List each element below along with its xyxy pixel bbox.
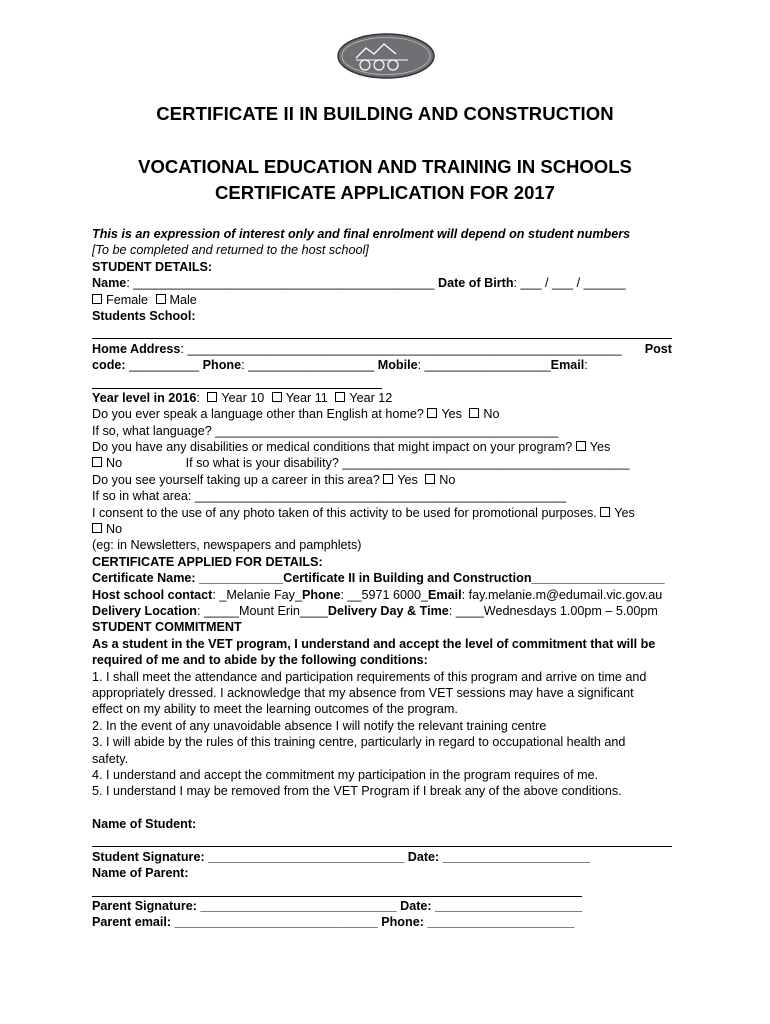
disability-no-row bbox=[92, 455, 682, 471]
parent-name-label: Name of Parent: bbox=[92, 866, 189, 881]
disability-no-label: No bbox=[106, 456, 123, 471]
dob-label: Date of Birth bbox=[437, 276, 514, 291]
year-level-colon: : bbox=[196, 390, 200, 405]
year-11-label: Year 11 bbox=[285, 390, 328, 405]
year-12-checkbox[interactable] bbox=[335, 392, 345, 402]
host-email-value: : fay.melanie.m@edumail.vic.gov.au bbox=[461, 587, 663, 602]
school-logo bbox=[336, 32, 436, 80]
dob-field[interactable]: : ___ / ___ / ______ bbox=[513, 276, 626, 291]
host-contact-row bbox=[92, 587, 682, 603]
home-address-label: Home Address bbox=[92, 341, 181, 356]
female-label: Female bbox=[106, 292, 148, 307]
name-field[interactable]: : ___________________________________________ bbox=[126, 276, 435, 291]
commitment-intro-2: required of me and to abide by the following conditions: bbox=[92, 653, 428, 668]
email-field[interactable] bbox=[92, 374, 682, 390]
year-11-checkbox[interactable] bbox=[272, 392, 282, 402]
delivery-row bbox=[92, 603, 682, 619]
career-no-label: No bbox=[439, 472, 456, 487]
gender-row bbox=[92, 292, 682, 308]
language-field[interactable]: If so, what language? _________________________________________________ bbox=[92, 423, 559, 438]
student-name-label: Name of Student: bbox=[92, 817, 197, 832]
disability-field[interactable]: If so what is your disability? _________________________________________ bbox=[185, 456, 630, 471]
delivery-day-value: : ____Wednesdays 1.00pm – 5.00pm bbox=[448, 603, 658, 618]
language-no-label: No bbox=[483, 407, 500, 422]
commitment-1a: 1. I shall meet the attendance and participation requirements of this program and arrive on time and bbox=[92, 669, 647, 684]
disability-question: Do you have any disabilities or medical conditions that might impact on your program? bbox=[92, 440, 573, 455]
photo-consent-row bbox=[92, 505, 682, 521]
year-level-row bbox=[92, 390, 682, 406]
language-question: Do you ever speak a language other than English at home? bbox=[92, 407, 424, 422]
postcode-field[interactable]: __________ bbox=[125, 358, 203, 373]
commitment-1c: effect on my ability to meet the learning outcomes of the program. bbox=[92, 702, 458, 717]
students-school-label: Students School: bbox=[92, 308, 196, 323]
host-contact-label: Host school contact bbox=[92, 587, 213, 602]
parent-date-field[interactable]: Date: _____________________ bbox=[400, 899, 583, 914]
students-school-field[interactable] bbox=[92, 324, 682, 340]
year-10-checkbox[interactable] bbox=[207, 392, 217, 402]
disability-no-checkbox[interactable] bbox=[92, 457, 102, 467]
student-name-field[interactable] bbox=[92, 832, 682, 848]
name-row bbox=[92, 275, 682, 291]
career-yes-label: Yes bbox=[397, 472, 418, 487]
female-checkbox[interactable] bbox=[92, 294, 102, 304]
certificate-heading: CERTIFICATE APPLIED FOR DETAILS: bbox=[92, 554, 323, 569]
photo-example: (eg: in Newsletters, newspapers and pamphlets) bbox=[92, 538, 362, 553]
host-email-label: Email bbox=[428, 587, 462, 602]
contact-row bbox=[92, 357, 682, 373]
name-label: Name bbox=[92, 276, 127, 291]
vet-title: VOCATIONAL EDUCATION AND TRAINING IN SCHOOLS bbox=[138, 156, 632, 177]
language-row bbox=[92, 406, 682, 422]
email-colon: : bbox=[584, 358, 588, 373]
photo-yes-label: Yes bbox=[614, 505, 635, 520]
career-row bbox=[92, 472, 682, 488]
language-yes-label: Yes bbox=[441, 407, 462, 422]
delivery-day-label: Delivery Day & Time bbox=[327, 603, 449, 618]
disability-row bbox=[92, 439, 682, 455]
parent-name-field[interactable] bbox=[92, 882, 682, 898]
application-form bbox=[92, 226, 682, 931]
male-checkbox[interactable] bbox=[156, 294, 166, 304]
commitment-1b: appropriately dressed. I acknowledge that my absence from VET sessions may have a significant bbox=[92, 685, 634, 700]
commitment-heading: STUDENT COMMITMENT bbox=[92, 620, 242, 635]
mobile-field[interactable]: : __________________ bbox=[417, 358, 551, 373]
career-question: Do you see yourself taking up a career in this area? bbox=[92, 472, 380, 487]
year-10-label: Year 10 bbox=[221, 390, 265, 405]
career-yes-checkbox[interactable] bbox=[383, 474, 393, 484]
delivery-location-value: : _____Mount Erin____ bbox=[196, 603, 328, 618]
language-no-checkbox[interactable] bbox=[469, 408, 479, 418]
phone-field[interactable]: : __________________ bbox=[241, 358, 378, 373]
photo-consent-question: I consent to the use of any photo taken of this activity to be used for promotional purposes. bbox=[92, 505, 597, 520]
home-address-row bbox=[92, 341, 682, 357]
parent-email-row bbox=[92, 914, 682, 930]
host-contact-value: : _Melanie Fay_ bbox=[212, 587, 302, 602]
career-no-checkbox[interactable] bbox=[425, 474, 435, 484]
commitment-2: 2. In the event of any unavoidable absence I will notify the relevant training centre bbox=[92, 718, 547, 733]
intro-line-1: This is an expression of interest only and final enrolment will depend on student numbers bbox=[92, 227, 631, 241]
student-date-field[interactable]: Date: _____________________ bbox=[407, 849, 590, 864]
host-phone-value: : __5971 6000_ bbox=[340, 587, 428, 602]
commitment-4: 4. I understand and accept the commitment my participation in the program requires of me. bbox=[92, 767, 599, 782]
mobile-label: Mobile bbox=[377, 358, 418, 373]
disability-yes-label: Yes bbox=[589, 440, 611, 455]
career-area-field[interactable]: If so in what area: _____________________________________________________ bbox=[92, 489, 567, 504]
student-details-heading: STUDENT DETAILS: bbox=[92, 259, 213, 274]
photo-no-label: No bbox=[106, 522, 123, 537]
disability-yes-checkbox[interactable] bbox=[576, 441, 586, 451]
postcode-label: code: bbox=[92, 358, 126, 373]
application-title: CERTIFICATE APPLICATION FOR 2017 bbox=[215, 182, 555, 203]
photo-no-row bbox=[92, 521, 682, 537]
certificate-name: Certificate Name: ____________Certificate II in Building and Construction___________________ bbox=[92, 571, 665, 586]
male-label: Male bbox=[169, 292, 197, 307]
phone-label: Phone bbox=[202, 358, 242, 373]
language-yes-checkbox[interactable] bbox=[427, 408, 437, 418]
student-signature-field[interactable]: Student Signature: ____________________________ bbox=[92, 849, 405, 864]
certificate-title: CERTIFICATE II IN BUILDING AND CONSTRUCTION bbox=[156, 103, 614, 124]
commitment-3a: 3. I will abide by the rules of this training centre, particularly in regard to occupational health and bbox=[92, 735, 626, 750]
commitment-3b: safety. bbox=[92, 751, 129, 766]
email-label: Email bbox=[550, 358, 585, 373]
host-phone-label: Phone bbox=[301, 587, 341, 602]
commitment-5: 5. I understand I may be removed from the VET Program if I break any of the above conditions. bbox=[92, 784, 622, 799]
post-label: Post bbox=[644, 341, 672, 356]
commitment-intro-1: As a student in the VET program, I understand and accept the level of commitment that will be bbox=[92, 636, 656, 651]
parent-signature-row bbox=[92, 898, 682, 914]
parent-phone-field[interactable]: Phone: _____________________ bbox=[381, 915, 575, 930]
photo-yes-checkbox[interactable] bbox=[600, 507, 610, 517]
delivery-location-label: Delivery Location bbox=[92, 603, 197, 618]
home-address-field[interactable]: : ______________________________________________________________ bbox=[180, 341, 622, 356]
parent-email-field[interactable]: Parent email: _____________________________ bbox=[92, 915, 378, 930]
year-level-label: Year level in 2016 bbox=[92, 390, 197, 405]
year-12-label: Year 12 bbox=[349, 390, 393, 405]
student-signature-row bbox=[92, 849, 682, 865]
photo-no-checkbox[interactable] bbox=[92, 523, 102, 533]
intro-line-2: [To be completed and returned to the host school] bbox=[92, 243, 369, 258]
parent-signature-field[interactable]: Parent Signature: ____________________________ bbox=[92, 899, 397, 914]
